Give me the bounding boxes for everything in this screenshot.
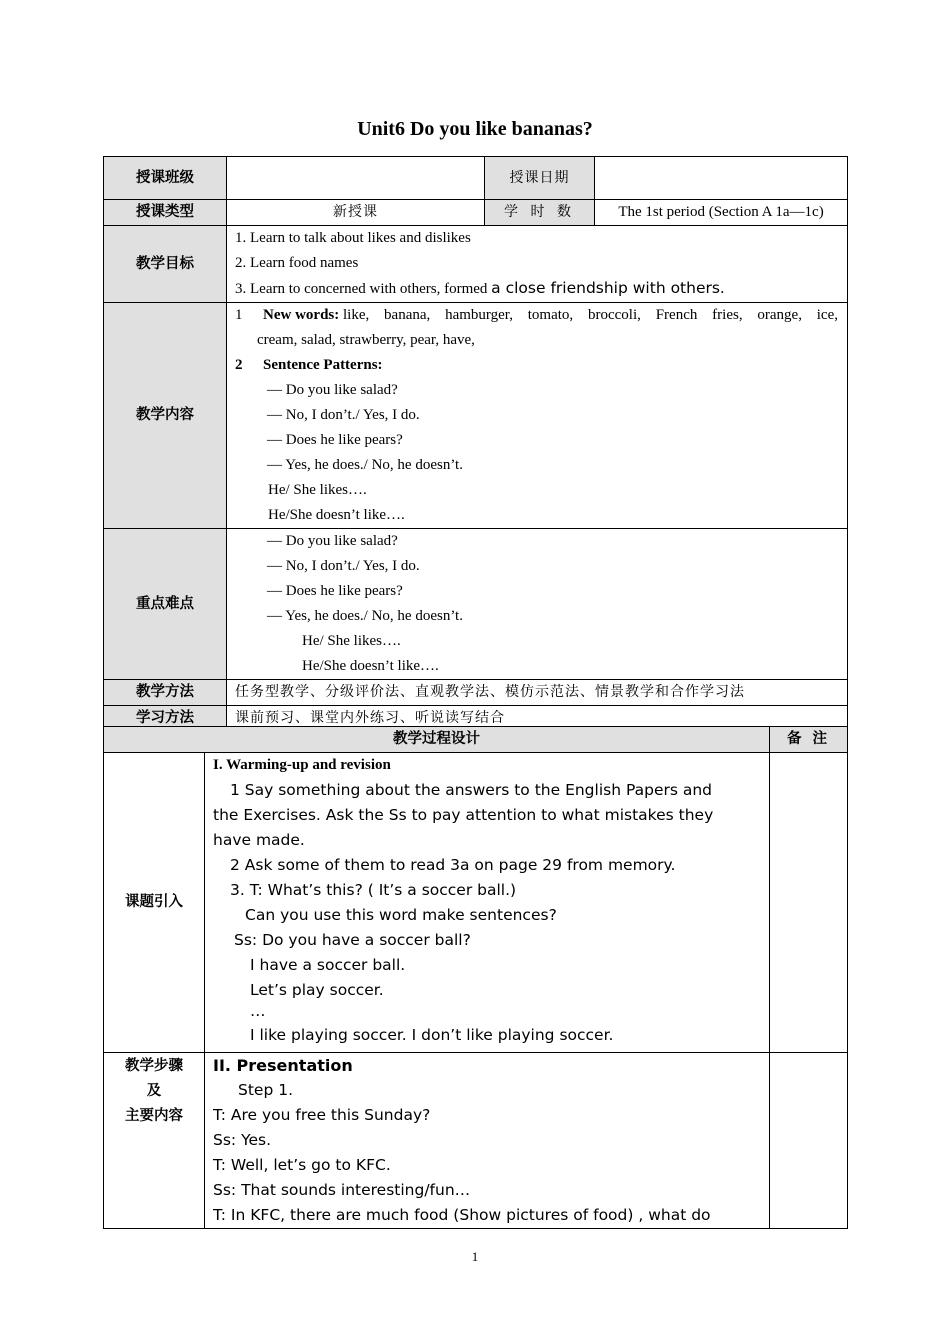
- steps-line: Ss: That sounds interesting/fun…: [213, 1181, 471, 1199]
- intro-line: I like playing soccer. I don’t like playing soccer.: [250, 1026, 614, 1044]
- steps-label: [104, 1053, 205, 1229]
- intro-line: 1 Say something about the answers to the English Papers and: [230, 781, 713, 799]
- goal-item-text: 3. Learn to concerned with others, formed: [235, 281, 492, 297]
- steps-heading: II. Presentation: [213, 1056, 353, 1075]
- key-point-line: — Do you like salad?: [267, 533, 398, 549]
- steps-line: Ss: Yes.: [213, 1131, 272, 1149]
- notes-header: 备 注: [770, 727, 848, 753]
- new-words-wrap: [263, 303, 838, 328]
- class-value: [227, 157, 485, 200]
- type-label: 授课类型: [104, 200, 227, 226]
- content-body: [227, 303, 848, 529]
- type-value: 新授课: [227, 200, 485, 226]
- key-point-line: He/ She likes….: [302, 633, 401, 649]
- steps-label-line: 教学步骤: [125, 1058, 183, 1074]
- patterns-number: 2: [235, 357, 243, 373]
- key-point-line: — Does he like pears?: [267, 583, 403, 599]
- steps-label-line: 主要内容: [125, 1108, 183, 1124]
- intro-line: the Exercises. Ask the Ss to pay attention to what mistakes they: [213, 806, 714, 824]
- content-label: 教学内容: [104, 303, 227, 529]
- key-point-line: He/She doesn’t like….: [302, 658, 439, 674]
- teaching-method-label: 教学方法: [104, 680, 227, 706]
- goal-item-tail: a close friendship with others.: [491, 279, 725, 297]
- patterns-label: Sentence Patterns:: [263, 357, 383, 373]
- key-points-body: [227, 529, 848, 680]
- intro-line: …: [250, 1002, 266, 1020]
- new-words-number: 1: [235, 307, 243, 323]
- date-value: [595, 157, 848, 200]
- pattern-line: — Do you like salad?: [267, 382, 398, 398]
- teaching-method-value: 任务型教学、分级评价法、直观教学法、模仿示范法、情景教学和合作学习法: [227, 680, 848, 706]
- steps-line: T: Well, let’s go to KFC.: [213, 1156, 391, 1174]
- steps-notes: [770, 1053, 848, 1229]
- hours-value: The 1st period (Section A 1a—1c): [595, 200, 848, 226]
- goals-list: [227, 226, 848, 303]
- intro-heading: I. Warming-up and revision: [213, 757, 391, 773]
- key-point-line: — No, I don’t./ Yes, I do.: [267, 558, 420, 574]
- intro-label: 课题引入: [104, 753, 205, 1053]
- hours-label: 学 时 数: [485, 200, 595, 226]
- intro-line: I have a soccer ball.: [250, 956, 406, 974]
- goals-label: 教学目标: [104, 226, 227, 303]
- intro-line: 2 Ask some of them to read 3a on page 29 from memory.: [230, 856, 676, 874]
- goal-item: 1. Learn to talk about likes and dislikes: [235, 230, 471, 246]
- intro-line: Ss: Do you have a soccer ball?: [234, 931, 471, 949]
- new-words-continued: cream, salad, strawberry, pear, have,: [257, 332, 475, 348]
- pattern-line: He/She doesn’t like….: [268, 507, 405, 523]
- intro-line: Let’s play soccer.: [250, 981, 384, 999]
- process-header: 教学过程设计: [104, 727, 770, 753]
- steps-body: [205, 1053, 770, 1229]
- date-label: 授课日期: [485, 157, 595, 200]
- new-words-text: like, banana, hamburger, tomato, broccoli, French fries, orange, ice,: [343, 307, 838, 323]
- goal-item: [235, 276, 847, 302]
- pattern-line: — Does he like pears?: [267, 432, 403, 448]
- teaching-process-table: [103, 726, 848, 1229]
- page-number: 1: [471, 1249, 479, 1264]
- steps-line: T: Are you free this Sunday?: [213, 1106, 431, 1124]
- key-point-line: — Yes, he does./ No, he doesn’t.: [267, 608, 463, 624]
- learning-method-value: 课前预习、课堂内外练习、听说读写结合: [227, 706, 848, 732]
- intro-line: have made.: [213, 831, 305, 849]
- intro-notes: [770, 753, 848, 1053]
- document-title: Unit6 Do you like bananas?: [357, 118, 593, 140]
- key-points-label: 重点难点: [104, 529, 227, 680]
- intro-line: Can you use this word make sentences?: [245, 906, 557, 924]
- patterns-line: [235, 353, 838, 378]
- new-words-line: [235, 303, 838, 328]
- class-label: 授课班级: [104, 157, 227, 200]
- steps-label-line: 及: [146, 1083, 162, 1099]
- goal-item: 2. Learn food names: [235, 255, 359, 271]
- learning-method-label: 学习方法: [104, 706, 227, 732]
- steps-line: T: In KFC, there are much food (Show pictures of food) , what do: [213, 1206, 711, 1224]
- lesson-info-table: [103, 156, 848, 732]
- pattern-line: — No, I don’t./ Yes, I do.: [267, 407, 420, 423]
- intro-line: 3. T: What’s this? ( It’s a soccer ball.): [230, 881, 517, 899]
- steps-line: Step 1.: [238, 1081, 294, 1099]
- new-words-label: New words:: [263, 307, 340, 323]
- intro-body: [205, 753, 770, 1053]
- pattern-line: He/ She likes….: [268, 482, 367, 498]
- pattern-line: — Yes, he does./ No, he doesn’t.: [267, 457, 463, 473]
